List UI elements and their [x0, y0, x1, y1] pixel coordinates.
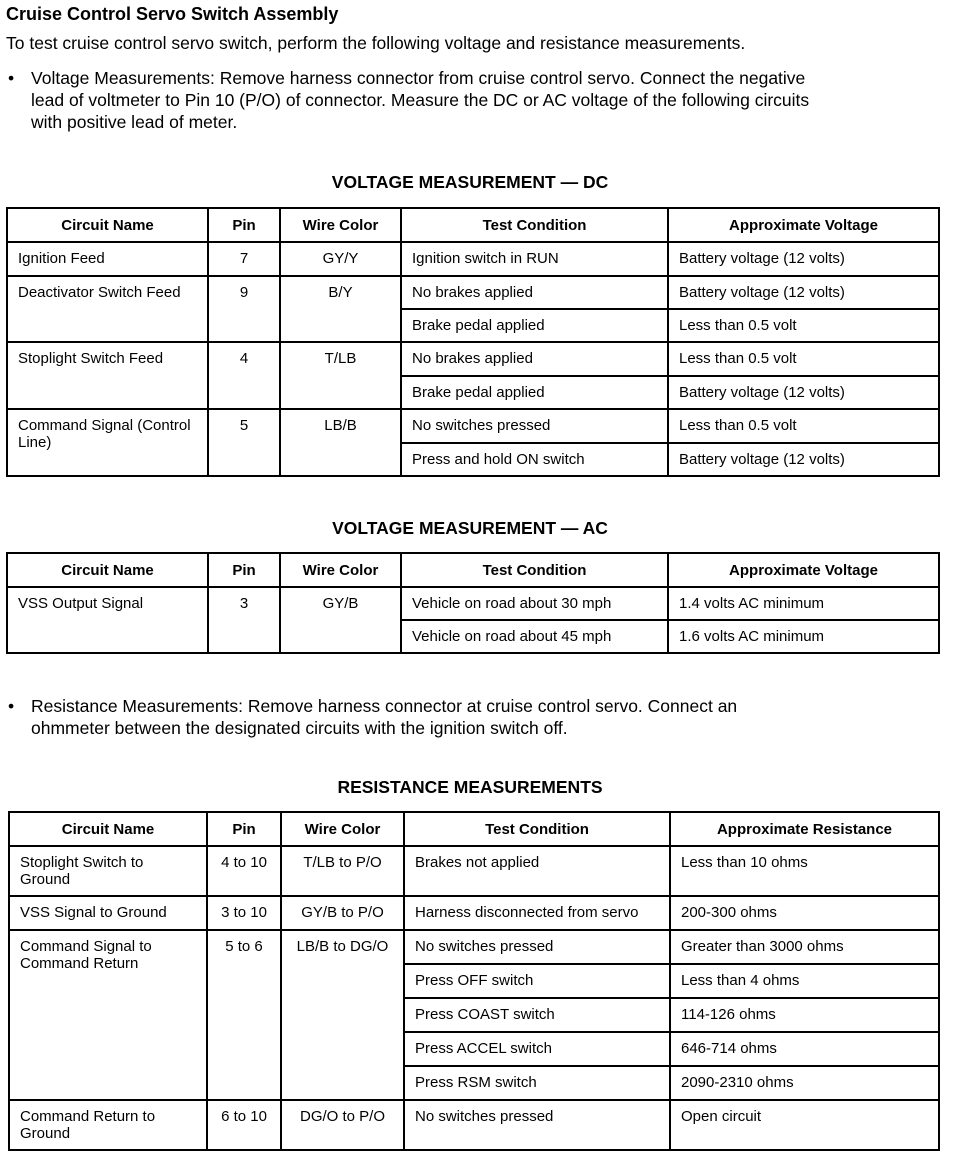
resistance-table-title: RESISTANCE MEASUREMENTS	[337, 777, 603, 797]
approximate-voltage-cell: Battery voltage (12 volts)	[668, 242, 939, 276]
approximate-resistance-cell: 2090-2310 ohms	[670, 1066, 939, 1100]
column-header: Pin	[208, 208, 280, 242]
test-condition-cell: Press ACCEL switch	[404, 1032, 670, 1066]
pin-cell: 3	[208, 587, 280, 653]
ac-voltage-table	[6, 552, 940, 654]
test-condition-cell: Brakes not applied	[404, 846, 670, 896]
approximate-voltage-cell: Less than 0.5 volt	[668, 342, 939, 376]
column-header: Test Condition	[401, 208, 668, 242]
wire-color-cell: GY/B	[280, 587, 401, 653]
table-row	[9, 930, 939, 964]
test-condition-cell: Brake pedal applied	[401, 309, 668, 342]
table-row	[9, 846, 939, 896]
approximate-resistance-cell: 114-126 ohms	[670, 998, 939, 1032]
pin-cell: 9	[208, 276, 280, 342]
test-condition-cell: Press COAST switch	[404, 998, 670, 1032]
circuit-name-cell: VSS Output Signal	[7, 587, 208, 653]
resistance-bullet-line: ohmmeter between the designated circuits with the ignition switch off.	[31, 718, 568, 738]
table-header-row	[7, 208, 939, 242]
approximate-voltage-cell: 1.4 volts AC minimum	[668, 587, 939, 620]
test-condition-cell: Press and hold ON switch	[401, 443, 668, 476]
bullet-dot: •	[8, 696, 15, 716]
approximate-resistance-cell: Less than 4 ohms	[670, 964, 939, 998]
approximate-resistance-cell: Less than 10 ohms	[670, 846, 939, 896]
circuit-name-cell: Ignition Feed	[7, 242, 208, 276]
column-header: Wire Color	[280, 553, 401, 587]
approximate-voltage-cell: Less than 0.5 volt	[668, 409, 939, 443]
test-condition-cell: Vehicle on road about 45 mph	[401, 620, 668, 653]
column-header: Circuit Name	[7, 208, 208, 242]
column-header: Test Condition	[401, 553, 668, 587]
table-row	[7, 342, 939, 376]
column-header: Wire Color	[281, 812, 404, 846]
column-header: Approximate Voltage	[668, 208, 939, 242]
approximate-resistance-cell: Open circuit	[670, 1100, 939, 1150]
circuit-name-cell: Stoplight Switch Feed	[7, 342, 208, 409]
test-condition-cell: No brakes applied	[401, 342, 668, 376]
pin-cell: 6 to 10	[207, 1100, 281, 1150]
column-header: Wire Color	[280, 208, 401, 242]
test-condition-cell: Press RSM switch	[404, 1066, 670, 1100]
pin-cell: 3 to 10	[207, 896, 281, 930]
pin-cell: 4	[208, 342, 280, 409]
wire-color-cell: LB/B	[280, 409, 401, 476]
voltage-bullet-line: Voltage Measurements: Remove harness connector from cruise control servo. Connect the negative	[31, 68, 806, 88]
page-title: Cruise Control Servo Switch Assembly	[6, 4, 339, 24]
wire-color-cell: GY/B to P/O	[281, 896, 404, 930]
circuit-name-cell: Deactivator Switch Feed	[7, 276, 208, 342]
approximate-voltage-cell: Battery voltage (12 volts)	[668, 443, 939, 476]
table-row	[9, 1100, 939, 1150]
wire-color-cell: T/LB to P/O	[281, 846, 404, 896]
approximate-resistance-cell: 200-300 ohms	[670, 896, 939, 930]
pin-cell: 7	[208, 242, 280, 276]
bullet-dot: •	[8, 68, 15, 88]
circuit-name-cell: VSS Signal to Ground	[9, 896, 207, 930]
resistance-bullet-line: Resistance Measurements: Remove harness connector at cruise control servo. Connect an	[31, 696, 738, 716]
pin-cell: 5	[208, 409, 280, 476]
resistance-table	[8, 811, 940, 1151]
approximate-voltage-cell: Battery voltage (12 volts)	[668, 376, 939, 409]
table-header-row	[7, 553, 939, 587]
table-row	[7, 587, 939, 620]
table-row	[7, 409, 939, 443]
table-row	[7, 276, 939, 309]
table-row	[9, 896, 939, 930]
approximate-resistance-cell: 646-714 ohms	[670, 1032, 939, 1066]
test-condition-cell: No switches pressed	[401, 409, 668, 443]
column-header: Approximate Resistance	[670, 812, 939, 846]
column-header: Circuit Name	[7, 553, 208, 587]
column-header: Pin	[208, 553, 280, 587]
pin-cell: 5 to 6	[207, 930, 281, 1100]
column-header: Test Condition	[404, 812, 670, 846]
test-condition-cell: Brake pedal applied	[401, 376, 668, 409]
approximate-voltage-cell: Battery voltage (12 volts)	[668, 276, 939, 309]
circuit-name-cell: Command Signal (Control Line)	[7, 409, 208, 476]
dc-table-title: VOLTAGE MEASUREMENT — DC	[331, 172, 609, 192]
ac-table-title: VOLTAGE MEASUREMENT — AC	[332, 518, 608, 538]
intro-text: To test cruise control servo switch, perform the following voltage and resistance measurements.	[6, 33, 746, 53]
test-condition-cell: Press OFF switch	[404, 964, 670, 998]
circuit-name-cell: Command Return to Ground	[9, 1100, 207, 1150]
circuit-name-cell: Command Signal to Command Return	[9, 930, 207, 1100]
test-condition-cell: No switches pressed	[404, 1100, 670, 1150]
approximate-voltage-cell: Less than 0.5 volt	[668, 309, 939, 342]
table-row	[7, 242, 939, 276]
test-condition-cell: No brakes applied	[401, 276, 668, 309]
test-condition-cell: Vehicle on road about 30 mph	[401, 587, 668, 620]
test-condition-cell: Harness disconnected from servo	[404, 896, 670, 930]
approximate-voltage-cell: 1.6 volts AC minimum	[668, 620, 939, 653]
wire-color-cell: T/LB	[280, 342, 401, 409]
wire-color-cell: GY/Y	[280, 242, 401, 276]
wire-color-cell: DG/O to P/O	[281, 1100, 404, 1150]
pin-cell: 4 to 10	[207, 846, 281, 896]
wire-color-cell: LB/B to DG/O	[281, 930, 404, 1100]
column-header: Pin	[207, 812, 281, 846]
column-header: Circuit Name	[9, 812, 207, 846]
wire-color-cell: B/Y	[280, 276, 401, 342]
voltage-bullet-line: with positive lead of meter.	[31, 112, 238, 132]
approximate-resistance-cell: Greater than 3000 ohms	[670, 930, 939, 964]
voltage-bullet-line: lead of voltmeter to Pin 10 (P/O) of connector. Measure the DC or AC voltage of the following circuits	[31, 90, 810, 110]
column-header: Approximate Voltage	[668, 553, 939, 587]
circuit-name-cell: Stoplight Switch to Ground	[9, 846, 207, 896]
test-condition-cell: No switches pressed	[404, 930, 670, 964]
table-header-row	[9, 812, 939, 846]
dc-voltage-table	[6, 207, 940, 477]
test-condition-cell: Ignition switch in RUN	[401, 242, 668, 276]
